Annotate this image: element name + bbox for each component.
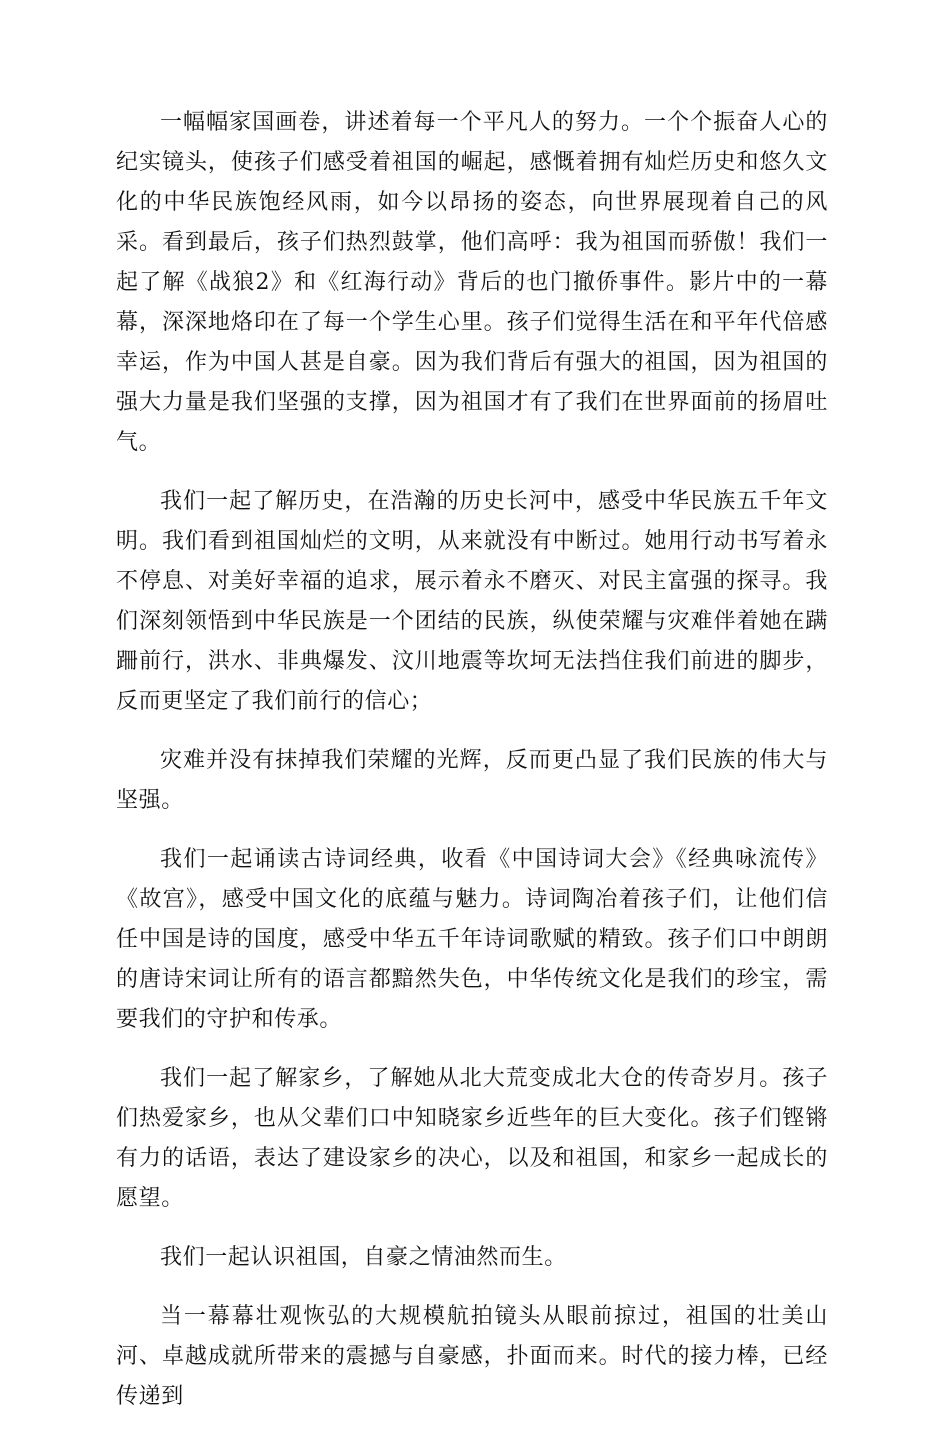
paragraph-4: 我们一起诵读古诗词经典，收看《中国诗词大会》《经典咏流传》《故宫》，感受中国文化的底蕴与魅力。诗词陶冶着孩子们，让他们信任中国是诗的国度，感受中华五千年诗词歌赋的精致。孩子们口中朗朗的唐诗宋词让所有的语言都黯然失色，中华传统文化是我们的珍宝，需要我们的守护和传承。 — [116, 847, 828, 1032]
paragraph-6: 我们一起认识祖国，自豪之情油然而生。 — [160, 1245, 567, 1270]
paragraph-3: 灾难并没有抹掉我们荣耀的光辉，反而更凸显了我们民族的伟大与坚强。 — [116, 748, 828, 813]
paragraph-2: 我们一起了解历史，在浩瀚的历史长河中，感受中华民族五千年文明。我们看到祖国灿烂的文明，从来就没有中断过。她用行动书写着永不停息、对美好幸福的追求，展示着永不磨灭、对民主富强的探寻。我们深刻领悟到中华民族是一个团结的民族，纵使荣耀与灾难伴着她在蹒跚前行，洪水、非典爆发、汶川地震等坎坷无法挡住我们前进的脚步，反而更坚定了我们前行的信心； — [116, 489, 828, 714]
paragraph-7: 当一幕幕壮观恢弘的大规模航拍镜头从眼前掠过，祖国的壮美山河、卓越成就所带来的震撼与自豪感，扑面而来。时代的接力棒，已经传递到 — [116, 1304, 828, 1409]
document-body — [116, 103, 828, 1436]
paragraph-1: 一幅幅家国画卷，讲述着每一个平凡人的努力。一个个振奋人心的纪实镜头，使孩子们感受着祖国的崛起，感慨着拥有灿烂历史和悠久文化的中华民族饱经风雨，如今以昂扬的姿态，向世界展现着自己的风采。看到最后，孩子们热烈鼓掌，他们高呼：我为祖国而骄傲！我们一起了解《战狼2》和《红海行动》背后的也门撤侨事件。影片中的一幕幕，深深地烙印在了每一个学生心里。孩子们觉得生活在和平年代倍感幸运，作为中国人甚是自豪。因为我们背后有强大的祖国，因为祖国的强大力量是我们坚强的支撑，因为祖国才有了我们在世界面前的扬眉吐气。 — [116, 110, 828, 455]
paragraph-5: 我们一起了解家乡，了解她从北大荒变成北大仓的传奇岁月。孩子们热爱家乡，也从父辈们口中知晓家乡近些年的巨大变化。孩子们铿锵有力的话语，表达了建设家乡的决心，以及和祖国，和家乡一起成长的愿望。 — [116, 1066, 828, 1211]
